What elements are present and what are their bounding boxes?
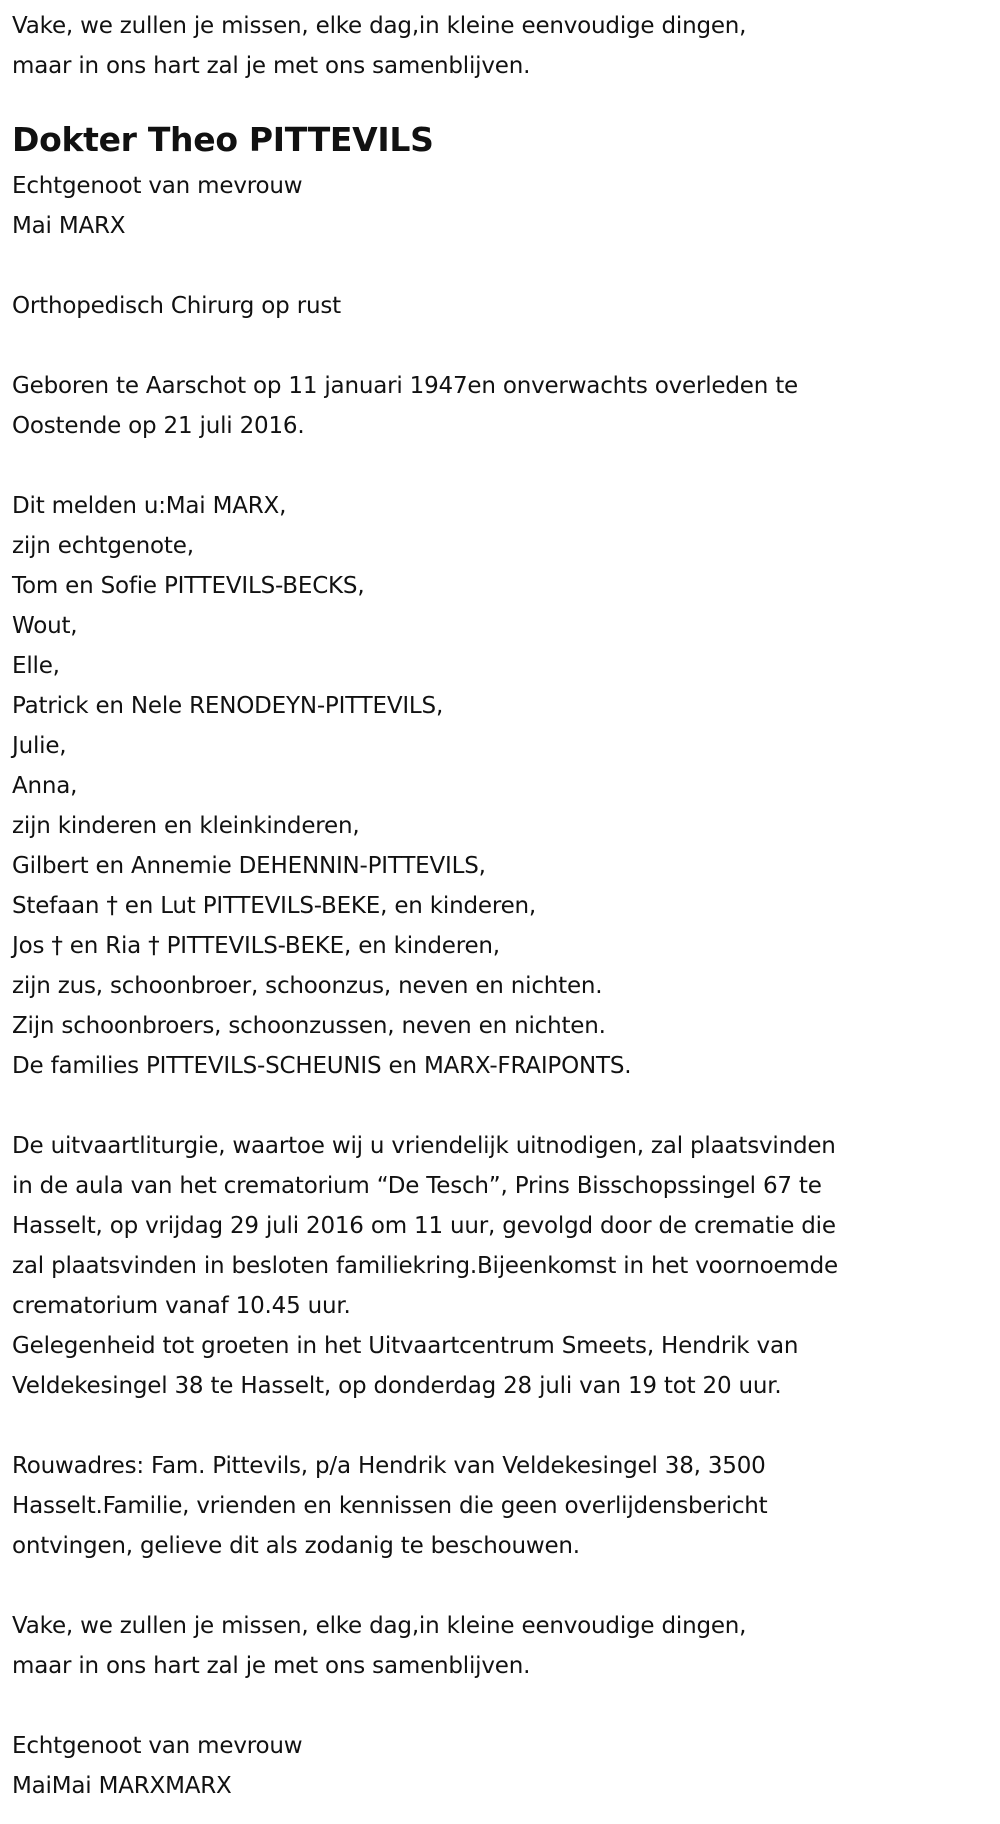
text-line: Echtgenoot van mevrouw — [12, 173, 303, 199]
family-line: Dit melden u:Mai MARX, — [12, 493, 287, 519]
text-line: crematorium vanaf 10.45 uur. — [12, 1293, 351, 1319]
family-list — [12, 486, 1000, 1086]
family-line: Gilbert en Annemie DEHENNIN-PITTEVILS, — [12, 853, 486, 879]
text-line: Oostende op 21 juli 2016. — [12, 413, 305, 439]
text-line: Veldekesingel 38 te Hasselt, op donderdag 28 juli van 19 tot 20 uur. — [12, 1373, 782, 1399]
profession: Orthopedisch Chirurg op rust — [12, 293, 341, 319]
text-line: Hasselt.Familie, vrienden en kennissen die geen overlijdensbericht — [12, 1493, 768, 1519]
family-line: Tom en Sofie PITTEVILS-BECKS, — [12, 573, 365, 599]
family-line: Jos † en Ria † PITTEVILS-BEKE, en kinderen, — [12, 933, 500, 959]
family-line: zijn kinderen en kleinkinderen, — [12, 813, 360, 839]
opening-verse — [12, 6, 1000, 86]
text-line: Rouwadres: Fam. Pittevils, p/a Hendrik van Veldekesingel 38, 3500 — [12, 1453, 766, 1479]
text-line: maar in ons hart zal je met ons samenblijven. — [12, 53, 531, 79]
family-line: Zijn schoonbroers, schoonzussen, neven en nichten. — [12, 1013, 606, 1039]
family-line: zijn echtgenote, — [12, 533, 194, 559]
family-line: Patrick en Nele RENODEYN-PITTEVILS, — [12, 693, 444, 719]
family-line: Stefaan † en Lut PITTEVILS-BEKE, en kinderen, — [12, 893, 537, 919]
family-line: zijn zus, schoonbroer, schoonzus, neven en nichten. — [12, 973, 603, 999]
text-line: Gelegenheid tot groeten in het Uitvaartcentrum Smeets, Hendrik van — [12, 1333, 799, 1359]
family-line: De families PITTEVILS-SCHEUNIS en MARX-FRAIPONTS. — [12, 1053, 632, 1079]
mourning-address — [12, 1446, 1000, 1566]
text-line: Vake, we zullen je missen, elke dag,in kleine eenvoudige dingen, — [12, 1613, 747, 1639]
text-line: Geboren te Aarschot op 11 januari 1947en onverwachts overleden te — [12, 373, 798, 399]
family-line: Elle, — [12, 653, 60, 679]
spouse-block — [12, 166, 1000, 246]
deceased-name-title: Dokter Theo PITTEVILS — [12, 120, 434, 159]
text-line: Hasselt, op vrijdag 29 juli 2016 om 11 uur, gevolgd door de crematie die — [12, 1213, 836, 1239]
funeral-info — [12, 1126, 1000, 1406]
text-line: maar in ons hart zal je met ons samenblijven. — [12, 1653, 531, 1679]
text-line: MaiMai MARXMARX — [12, 1773, 232, 1799]
birth-death-block — [12, 366, 1000, 446]
family-line: Wout, — [12, 613, 78, 639]
text-line: in de aula van het crematorium “De Tesch”, Prins Bisschopssingel 67 te — [12, 1173, 822, 1199]
text-line: Echtgenoot van mevrouw — [12, 1733, 303, 1759]
text-line: Mai MARX — [12, 213, 126, 239]
closing-spouse-block — [12, 1726, 1000, 1806]
text-line: Vake, we zullen je missen, elke dag,in kleine eenvoudige dingen, — [12, 13, 747, 39]
text-line: ontvingen, gelieve dit als zodanig te beschouwen. — [12, 1533, 580, 1559]
closing-verse — [12, 1606, 1000, 1686]
family-line: Anna, — [12, 773, 78, 799]
text-line: De uitvaartliturgie, waartoe wij u vriendelijk uitnodigen, zal plaatsvinden — [12, 1133, 836, 1159]
text-line: zal plaatsvinden in besloten familiekring.Bijeenkomst in het voornoemde — [12, 1253, 838, 1279]
family-line: Julie, — [12, 733, 67, 759]
